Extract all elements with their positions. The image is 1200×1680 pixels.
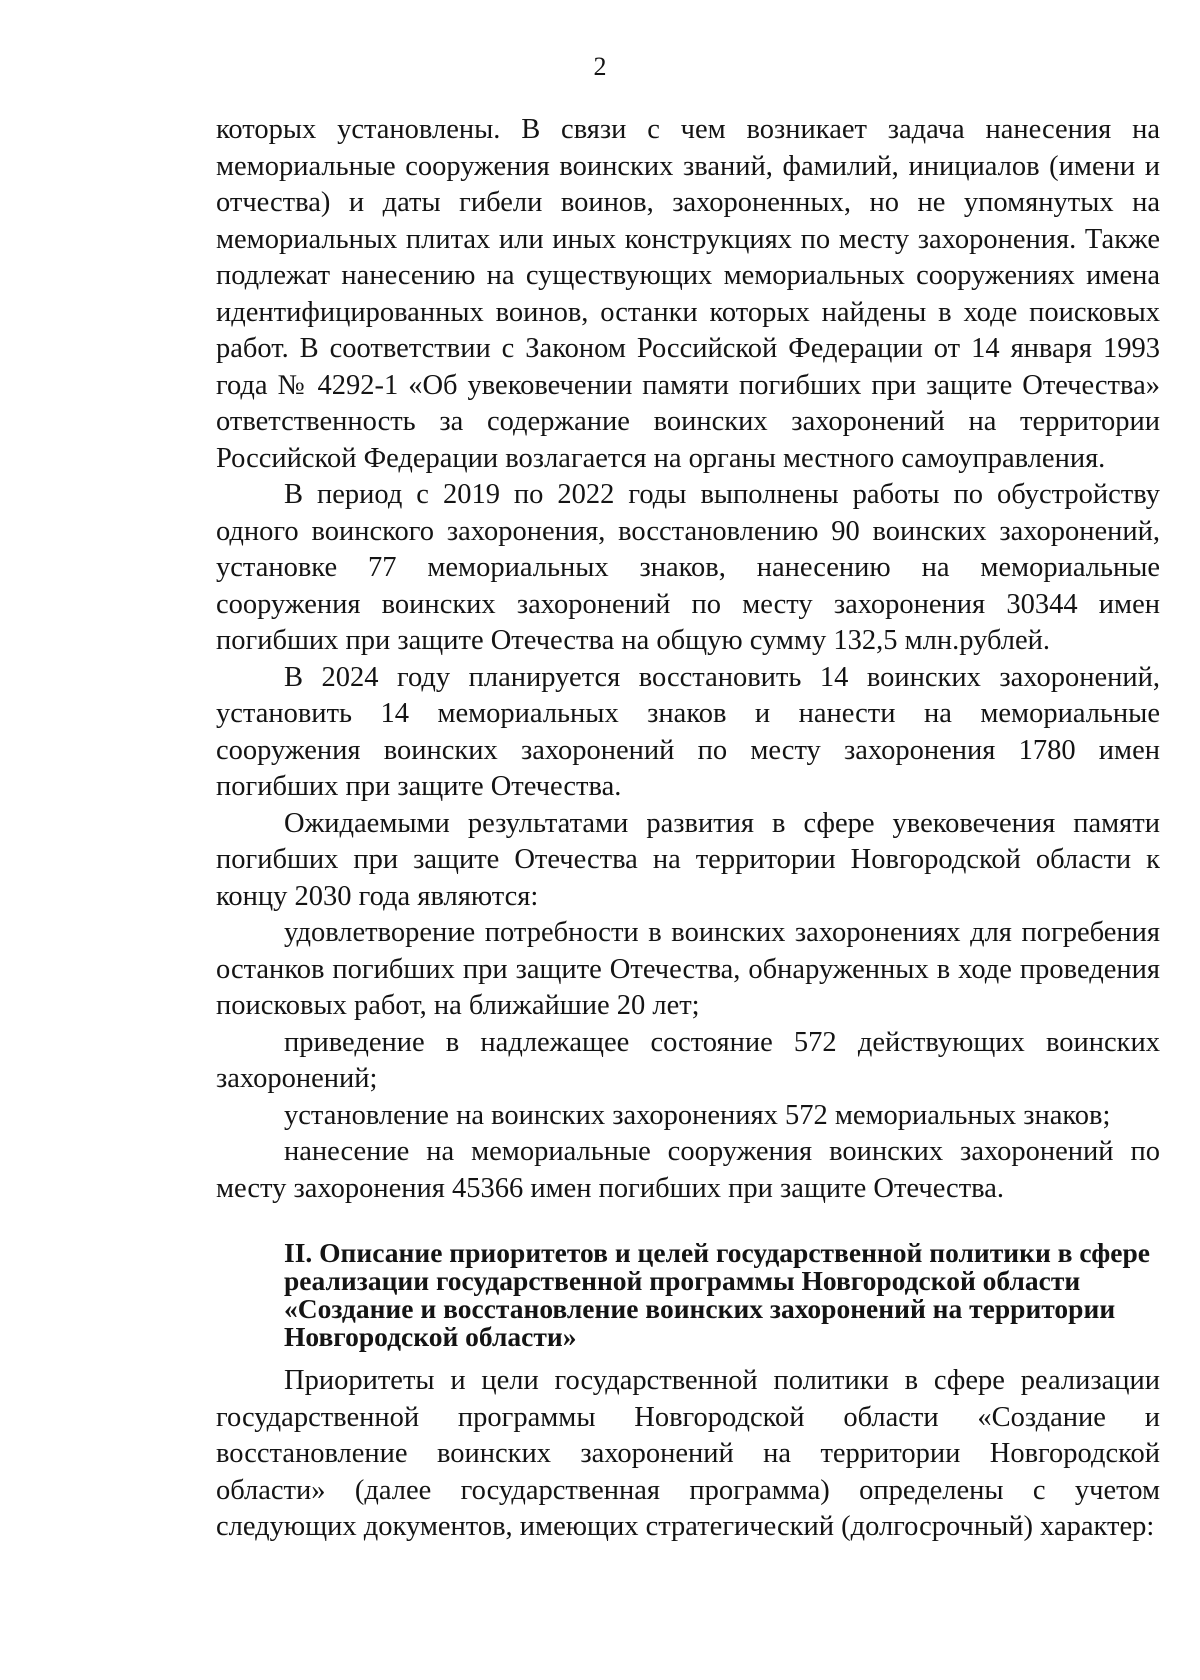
- paragraph-works-2019-2022: В период с 2019 по 2022 годы выполнены работы по обустройству одного воинского захоронения, восстановлению 90 воинских захоронений, установке 77 мемориальных знаков, нанесению на мемориальные сооружения воинских захоронений по месту захоронения 30344 имен погибших при защите Отечества на общую сумму 132,5 млн.рублей.: [216, 479, 1160, 656]
- paragraph-plan-2024: В 2024 году планируется восстановить 14 воинских захоронений, установить 14 мемориальных знаков и нанести на мемориальные сооружения воинских захоронений по месту захоронения 1780 имен погибших при защите Отечества.: [216, 661, 1160, 802]
- page-number: 2: [593, 52, 607, 81]
- section-heading: II. Описание приоритетов и целей государственной политики в сфере реализации государственной программы Новгородской области «Создание и восстановление воинских захоронений на территории Новгородской области»: [284, 1237, 1150, 1352]
- result-item-proper-condition: приведение в надлежащее состояние 572 действующих воинских захоронений;: [216, 1026, 1160, 1094]
- paragraph-continuation: которых установлены. В связи с чем возникает задача нанесения на мемориальные сооружения воинских званий, фамилий, инициалов (имени и отчества) и даты гибели воинов, захороненных, но не упомянутых на мемориальных плитах или иных конструкциях по месту захоронения. Также подлежат нанесению на существующих мемориальных сооружениях имена идентифицированных воинов, останки которых найдены в ходе поисковых работ. В соответствии с Законом Российской Федерации от 14 января 1993 года № 4292-1 «Об увековечении памяти погибших при защите Отечества» ответственность за содержание воинских захоронений на территории Российской Федерации возлагается на органы местного самоуправления.: [216, 114, 1160, 474]
- result-item-memorial-signs: установление на воинских захоронениях 572 мемориальных знаков;: [284, 1099, 1111, 1131]
- paragraph-priorities: Приоритеты и цели государственной политики в сфере реализации государственной программы Новгородской области «Создание и восстановление воинских захоронений на территории Новгородской области» (далее государственная программа) определены с учетом следующих документов, имеющих стратегический (долгосрочный) характер:: [216, 1365, 1160, 1542]
- document-body: [216, 112, 1160, 1546]
- result-item-burial-needs: удовлетворение потребности в воинских захоронениях для погребения останков погибших при защите Отечества, обнаруженных в ходе проведения поисковых работ, на ближайшие 20 лет;: [216, 917, 1160, 1021]
- result-item-names-applied: нанесение на мемориальные сооружения воинских захоронений по месту захоронения 45366 имен погибших при защите Отечества.: [216, 1136, 1160, 1204]
- paragraph-expected-results: Ожидаемыми результатами развития в сфере увековечения памяти погибших при защите Отечества на территории Новгородской области к концу 2030 года являются:: [216, 807, 1160, 912]
